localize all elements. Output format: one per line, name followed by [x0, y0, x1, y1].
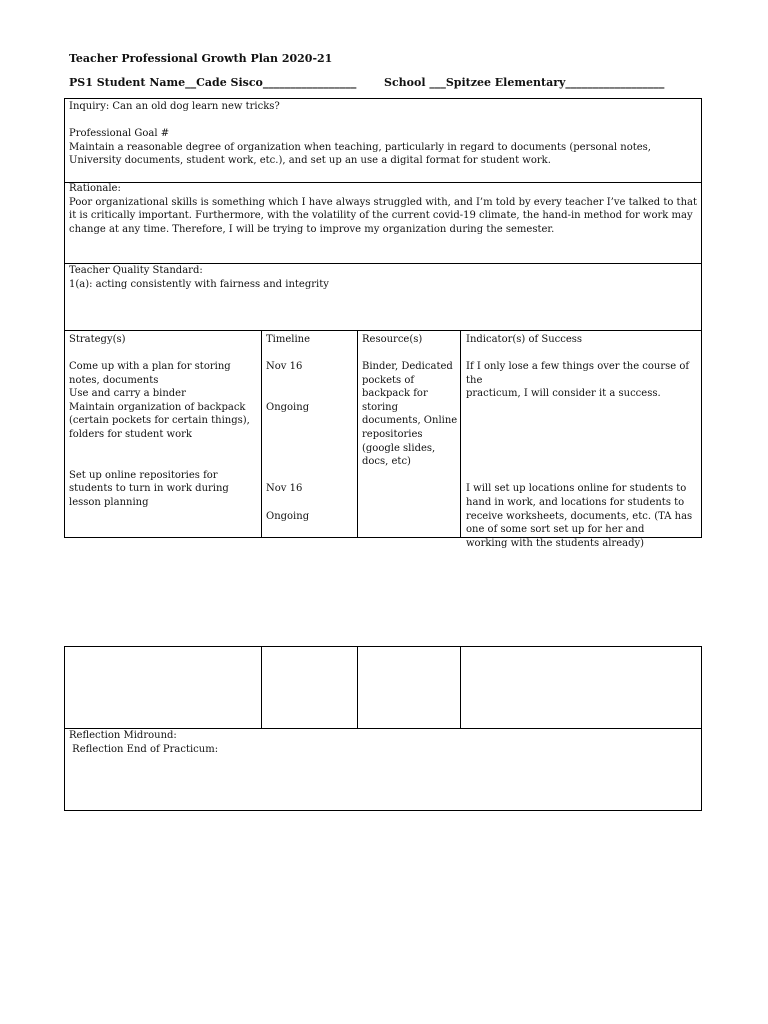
resource-line: docs, etc)	[362, 456, 411, 468]
student-name-line: PS1 Student Name__Cade Sisco_________________	[69, 76, 357, 89]
strategy-line: Maintain organization of backpack	[69, 401, 246, 413]
resources-column	[362, 360, 458, 469]
rationale-text: Poor organizational skills is something which I have always struggled with, and I’m told by every teacher I’ve talked to that it is critically important. Furthermore, with the volatility of the current covid-19 climate, the hand-in method for work may change at any time. Therefore, I will be trying to improve my organization during the semester.	[69, 196, 697, 235]
strategy-line: Come up with a plan for storing	[69, 361, 231, 372]
indicator-line	[466, 401, 702, 415]
school-line: School ___Spitzee Elementary__________________	[384, 76, 665, 89]
empty-col-divider-3	[460, 646, 461, 728]
indicator-line	[466, 428, 702, 442]
strategy-line: Set up online repositories for	[69, 469, 218, 481]
header-strategy: Strategy(s)	[69, 334, 126, 345]
header-resources: Resource(s)	[362, 334, 423, 345]
timeline-line: Nov 16	[266, 361, 303, 372]
reflection-section	[69, 729, 697, 756]
goal-label: Professional Goal #	[69, 128, 170, 140]
timeline-line	[266, 414, 354, 428]
strategy-line	[69, 455, 259, 469]
inquiry-section	[69, 100, 697, 168]
timeline-line	[266, 442, 354, 456]
resource-line: Binder, Dedicated	[362, 361, 453, 372]
indicator-line: receive worksheets, documents, etc. (TA has	[466, 510, 693, 522]
inquiry-text: Inquiry: Can an old dog learn new tricks?	[69, 101, 280, 112]
standard-section	[69, 264, 697, 291]
indicator-line	[466, 442, 702, 456]
indicators-column	[466, 360, 702, 550]
rationale-section	[69, 182, 697, 236]
reflection-midround: Reflection Midround:	[69, 730, 177, 741]
col-divider-3	[460, 330, 461, 538]
header-timeline: Timeline	[266, 334, 311, 345]
strategy-line: folders for student work	[69, 428, 192, 440]
timeline-line: Ongoing	[266, 401, 310, 413]
empty-col-divider-2	[357, 646, 358, 728]
document-title: Teacher Professional Growth Plan 2020-21	[69, 52, 333, 65]
timeline-line	[266, 387, 354, 401]
header-indicators: Indicator(s) of Success	[466, 334, 583, 345]
standard-text: 1(a): acting consistently with fairness and integrity	[69, 278, 329, 290]
resource-line: documents, Online	[362, 415, 458, 427]
reflection-end: Reflection End of Practicum:	[69, 743, 219, 755]
indicator-line	[466, 455, 702, 469]
timeline-line	[266, 428, 354, 442]
empty-col-divider-1	[261, 646, 262, 728]
timeline-line	[266, 469, 354, 483]
col-divider-2	[357, 330, 358, 538]
strategy-line: notes, documents	[69, 374, 159, 386]
col-divider-1	[261, 330, 262, 538]
rationale-label: Rationale:	[69, 183, 121, 194]
timeline-line: Ongoing	[266, 510, 310, 522]
indicator-line: one of some sort set up for her and	[466, 524, 645, 536]
resource-line: repositories	[362, 428, 423, 440]
divider-table	[64, 330, 702, 331]
timeline-column	[266, 360, 354, 523]
indicator-line: working with the students already)	[466, 537, 645, 549]
timeline-line: Nov 16	[266, 483, 303, 495]
indicator-line	[466, 414, 702, 428]
strategy-column	[69, 360, 259, 510]
indicator-line	[466, 469, 702, 483]
strategy-line: (certain pockets for certain things),	[69, 415, 250, 427]
strategy-line: lesson planning	[69, 496, 149, 508]
strategy-line: Use and carry a binder	[69, 388, 186, 400]
resource-line: storing	[362, 401, 398, 413]
indicator-line: hand in work, and locations for students to	[466, 496, 685, 508]
standard-label: Teacher Quality Standard:	[69, 265, 203, 276]
strategy-line	[69, 442, 259, 456]
goal-text: Maintain a reasonable degree of organization when teaching, particularly in regard to documents (personal notes, University documents, student work, etc.), and set up an use a digital format for student work.	[69, 141, 651, 167]
resource-line: backpack for	[362, 388, 428, 400]
timeline-line	[266, 374, 354, 388]
resource-line: (google slides,	[362, 442, 436, 454]
indicator-line: practicum, I will consider it a success.	[466, 388, 661, 400]
timeline-line	[266, 496, 354, 510]
resource-line: pockets of	[362, 374, 415, 386]
timeline-line	[266, 455, 354, 469]
indicator-line: If I only lose a few things over the course of the	[466, 361, 690, 386]
indicator-line: I will set up locations online for students to	[466, 483, 687, 495]
strategy-line: students to turn in work during	[69, 483, 229, 495]
